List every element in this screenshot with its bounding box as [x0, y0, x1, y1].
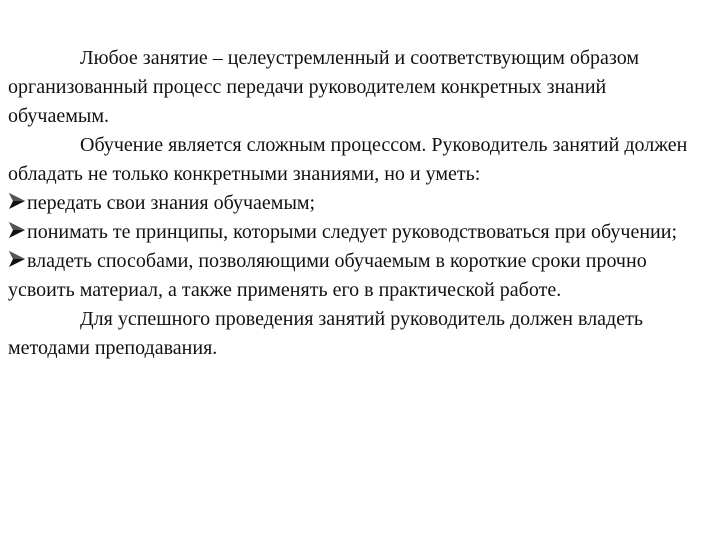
bullet-text: передать свои знания обучаемым;: [27, 192, 316, 214]
arrow-bullet-icon: [8, 249, 26, 269]
paragraph-learning-process: Обучение является сложным процессом. Руководитель занятий должен обладать не только конкретными знаниями, но и уметь:: [8, 134, 688, 185]
arrow-bullet-icon: [8, 220, 26, 240]
bullet-text: понимать те принципы, которыми следует руководствоваться при обучении;: [27, 221, 677, 243]
bullet-item-2: [8, 218, 708, 247]
bullet-item-1: [8, 189, 708, 218]
paragraph-definition: Любое занятие – целеустремленный и соответствующим образом организованный процесс передачи руководителем конкретных знаний обучаемым.: [8, 47, 639, 127]
bullet-item-3: [8, 247, 708, 305]
bullet-text: владеть способами, позволяющими обучаемым в короткие сроки прочно усвоить материал, а также применять его в практической работе.: [8, 250, 647, 301]
paragraph-teaching-methods: Для успешного проведения занятий руководитель должен владеть методами преподавания.: [8, 308, 643, 359]
arrow-bullet-icon: [8, 191, 26, 211]
text-body: [8, 44, 708, 363]
